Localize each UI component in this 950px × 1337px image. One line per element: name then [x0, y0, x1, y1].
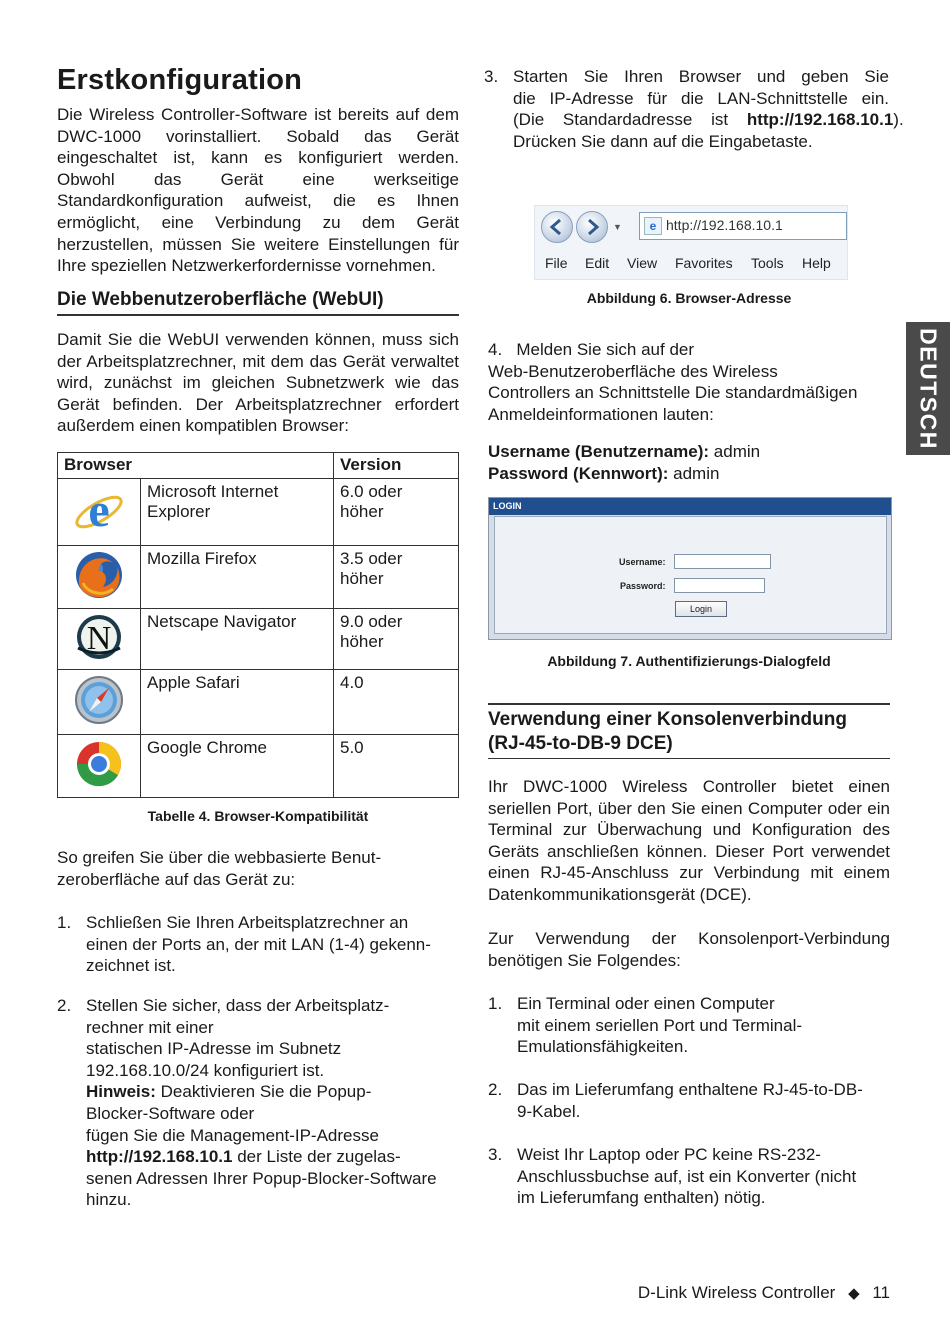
- footer-product: D-Link Wireless Controller: [637, 1283, 836, 1302]
- menu-item-tools: Tools: [751, 255, 784, 271]
- list-text: Emulationsfähigkeiten.: [517, 1037, 689, 1057]
- login-password-label: Password:: [620, 581, 666, 591]
- browser-version-cont: höher: [340, 569, 384, 588]
- list-text: im Lieferumfang enthalten) nötig.: [517, 1188, 766, 1208]
- browser-version: 4.0: [340, 673, 364, 692]
- browser-name-cell: [141, 546, 334, 609]
- back-arrow-icon: [541, 211, 573, 243]
- list-text: (Die Standardadresse ist: [513, 110, 747, 130]
- list-text: zeichnet ist.: [86, 956, 176, 976]
- menu-item-file: File: [545, 255, 568, 271]
- browser-name: Netscape Navigator: [147, 612, 297, 631]
- list-text: Anschlussbuchse auf, ist ein Konverter (nicht: [517, 1166, 857, 1186]
- browser-name: Apple Safari: [147, 673, 240, 692]
- hint-text: Deaktivieren Sie die Popup-: [155, 1082, 372, 1102]
- list-item-console-1: [488, 993, 890, 1063]
- browser-version: 6.0 oder: [340, 482, 403, 501]
- browser-name-cell: [141, 670, 334, 735]
- login-dialog-screenshot: [488, 497, 892, 640]
- list-text: Schließen Sie Ihren Arbeitsplatzrechner an: [86, 913, 409, 932]
- list-number: 1.: [57, 913, 72, 932]
- table-row: [58, 546, 459, 609]
- credentials: [488, 441, 890, 484]
- browser-name-cont: Explorer: [147, 502, 211, 521]
- list-text: Weist Ihr Laptop oder PC keine RS-232-: [517, 1145, 821, 1164]
- menu-item-edit: Edit: [585, 255, 610, 271]
- list-text: Web-Benutzeroberfläche des Wireless: [488, 361, 778, 381]
- table-row: [58, 479, 459, 546]
- access-intro: [57, 847, 459, 890]
- webui-paragraph: Damit Sie die WebUI verwenden können, muss sich der Arbeitsplatzrechner, mit dem das Gerät verwaltet wird, zunächst im gleichen Subnetzwerk wie das Gerät befinden. Der Arbeitsplatzrechner erfordert außerdem einen kompatiblen Browser:: [57, 330, 459, 436]
- login-password-input: [674, 578, 765, 593]
- browser-version-cont: höher: [340, 502, 384, 521]
- browser-address-screenshot: [534, 205, 848, 280]
- menu-item-favorites: Favorites: [675, 255, 733, 271]
- management-url: http://192.168.10.1: [86, 1147, 233, 1167]
- page-number: 11: [872, 1283, 890, 1302]
- list-text: einen der Ports an, der mit LAN (1-4) gekenn-: [86, 934, 431, 954]
- table-caption: Tabelle 4. Browser-Kompatibilität: [147, 808, 369, 824]
- password-label: Password (Kennwort):: [488, 463, 669, 483]
- list-item-step-4: [488, 339, 890, 429]
- login-username-input: [674, 554, 771, 569]
- list-item-console-2: [488, 1079, 890, 1127]
- browser-name-cell: [141, 735, 334, 798]
- webui-heading: Die Webbenutzeroberfläche (WebUI): [57, 289, 459, 316]
- forward-arrow-icon: [576, 211, 608, 243]
- list-number: 2.: [57, 996, 72, 1015]
- language-tab: [906, 322, 950, 455]
- dropdown-arrow-icon: ▼: [613, 222, 622, 232]
- list-text: senen Adressen Ihrer Popup-Blocker-Software: [86, 1168, 437, 1188]
- login-username-label: Username:: [619, 557, 666, 567]
- list-text: rechner mit einer: [86, 1017, 214, 1037]
- browser-version-cont: höher: [340, 632, 384, 651]
- browser-version-cell: [334, 609, 459, 670]
- console-heading-line: Verwendung einer Konsolenverbindung: [488, 709, 847, 730]
- login-titlebar: LOGIN: [489, 498, 891, 515]
- list-number: 3.: [484, 67, 499, 86]
- browser-version-cell: [334, 479, 459, 546]
- username-value: admin: [709, 442, 761, 461]
- table-row: [58, 735, 459, 798]
- list-text: Blocker-Software oder: [86, 1103, 255, 1123]
- list-text: Anmeldeinformationen lauten:: [488, 404, 714, 424]
- browser-version: 3.5 oder: [340, 549, 403, 568]
- chrome-icon: [58, 735, 141, 798]
- browser-version: 5.0: [340, 738, 364, 757]
- browser-version-cell: [334, 546, 459, 609]
- list-text: hinzu.: [86, 1190, 132, 1210]
- password-value: admin: [668, 463, 720, 483]
- list-text: mit einem seriellen Port und Terminal-: [517, 1015, 803, 1035]
- netscape-icon: [58, 609, 141, 670]
- access-line: zeroberfläche auf das Gerät zu:: [57, 869, 296, 889]
- address-bar: [639, 212, 847, 240]
- intro-paragraph: Die Wireless Controller-Software ist bereits auf dem DWC-1000 vorinstalliert. Sobald das Gerät eingeschaltet ist, kann es konfiguriert werden. Obwohl das Gerät eine werkseitige Standardkonfiguration aufweist, die es Ihnen ermöglicht, eine Verbindung zu dem Gerät herzustellen, müssen Sie weitere Einstellungen für Ihre speziellen Netzwerkerfordernisse vornehmen.: [57, 105, 459, 276]
- login-button: Login: [675, 601, 727, 617]
- list-text: Drücken Sie dann auf die Eingabetaste.: [513, 131, 813, 151]
- browser-version: 9.0 oder: [340, 612, 403, 631]
- list-text: der Liste der zugelas-: [232, 1147, 401, 1167]
- browser-version-cell: [334, 670, 459, 735]
- figure-7-caption: Abbildung 7. Authentifizierungs-Dialogfeld: [547, 653, 831, 669]
- page-title: Erstkonfiguration: [57, 64, 303, 96]
- page-icon: e: [644, 217, 662, 235]
- browser-name: Google Chrome: [147, 738, 268, 757]
- browser-table-wrap: [57, 452, 459, 798]
- table-header-browser: Browser: [58, 453, 334, 479]
- browser-name-cell: [141, 479, 334, 546]
- language-tab-label: DEUTSCH: [915, 327, 942, 450]
- safari-icon: [58, 670, 141, 735]
- figure-6-caption: Abbildung 6. Browser-Adresse: [586, 290, 792, 306]
- list-text: Stellen Sie sicher, dass der Arbeitsplatz-: [86, 996, 390, 1015]
- list-item-step-2: [57, 995, 459, 1215]
- svg-text:e: e: [88, 483, 110, 537]
- list-text: 192.168.10.0/24 konfiguriert ist.: [86, 1060, 325, 1080]
- access-line: So greifen Sie über die webbasierte Benut-: [57, 848, 382, 867]
- default-url: http://192.168.10.1: [746, 110, 894, 130]
- diamond-icon: ◆: [848, 1285, 860, 1302]
- list-text: fügen Sie die Management-IP-Adresse: [86, 1125, 379, 1145]
- list-item-step-1: [57, 912, 459, 982]
- list-text: statischen IP-Adresse im Subnetz: [86, 1039, 342, 1059]
- list-text: Ein Terminal oder einen Computer: [517, 994, 775, 1013]
- list-text: ).: [893, 110, 904, 130]
- list-number: 4.: [488, 340, 503, 359]
- browser-compatibility-table: [57, 452, 459, 798]
- browser-name: Mozilla Firefox: [147, 549, 257, 568]
- list-number: 3.: [488, 1145, 503, 1164]
- list-item-console-3: [488, 1144, 890, 1214]
- console-paragraph: Ihr DWC-1000 Wireless Controller bietet einen seriellen Port, über den Sie einen Computer oder ein Terminal zur Überwachung und Konfiguration des Geräts anschließen können. Dieser Port verwendet einen RJ-45-Anschluss zur Verbindung mit einem Datenkommunikationsgerät (DCE).: [488, 777, 890, 904]
- console-heading: [488, 703, 890, 759]
- list-text: Controllers an Schnittstelle Die standardmäßigen: [488, 383, 858, 403]
- table-row: [58, 670, 459, 735]
- menu-item-view: View: [627, 255, 658, 271]
- table-header-version: Version: [334, 453, 459, 479]
- browser-name-cell: [141, 609, 334, 670]
- hint-label: Hinweis:: [86, 1082, 156, 1102]
- browser-name: Microsoft Internet: [147, 482, 279, 501]
- table-row: [58, 609, 459, 670]
- list-text: Starten Sie Ihren Browser und geben Sie: [513, 67, 889, 86]
- list-item-step-3: [484, 66, 904, 158]
- firefox-icon: [58, 546, 141, 609]
- console-need-paragraph: Zur Verwendung der Konsolenport-Verbindung benötigen Sie Folgendes:: [488, 929, 890, 970]
- svg-text:N: N: [86, 619, 112, 657]
- console-heading-line: (RJ-45-to-DB-9 DCE): [488, 733, 673, 754]
- list-number: 2.: [488, 1080, 503, 1099]
- page-footer: [638, 1283, 890, 1303]
- list-text: Das im Lieferumfang enthaltene RJ-45-to-DB-: [517, 1080, 863, 1099]
- list-text: 9-Kabel.: [517, 1101, 581, 1121]
- list-text: die IP-Adresse für die LAN-Schnittstelle ein.: [513, 88, 889, 108]
- username-label: Username (Benutzername):: [488, 442, 710, 461]
- list-number: 1.: [488, 994, 503, 1013]
- list-text: Melden Sie sich auf der: [516, 340, 695, 359]
- menu-item-help: Help: [802, 255, 831, 271]
- internet-explorer-icon: [58, 479, 141, 546]
- address-text: http://192.168.10.1: [666, 217, 783, 233]
- browser-version-cell: [334, 735, 459, 798]
